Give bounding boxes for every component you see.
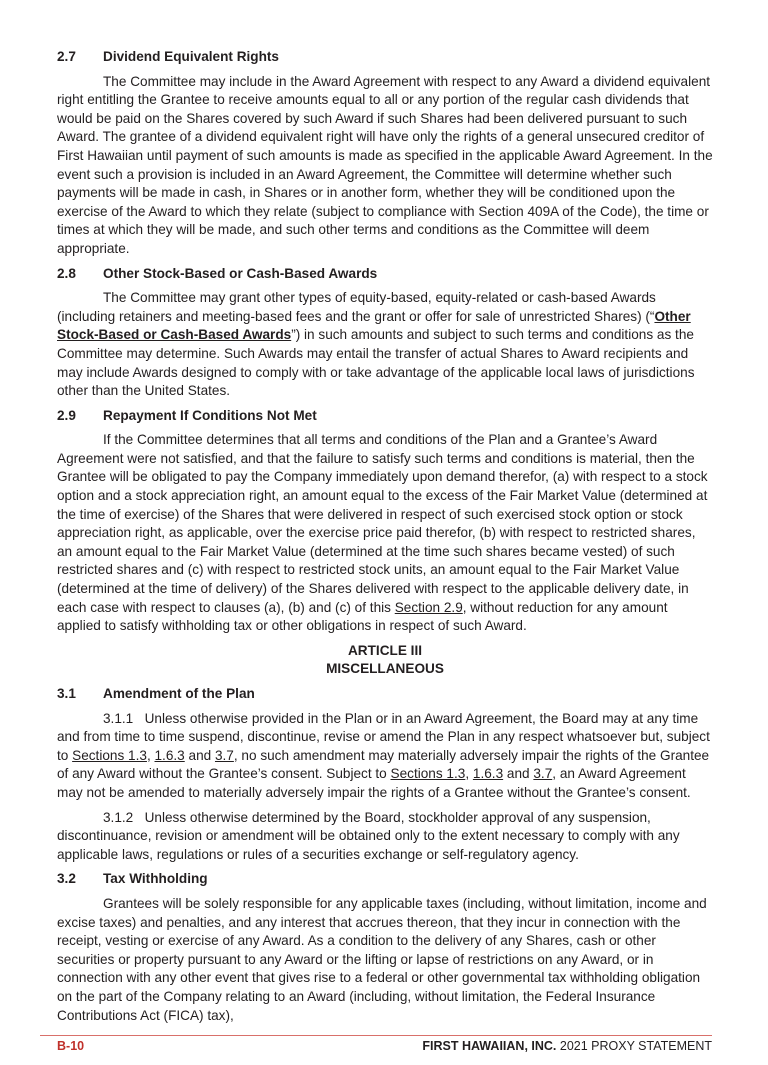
section-heading	[57, 265, 713, 284]
section-number: 2.8	[57, 265, 76, 281]
section-heading	[57, 407, 713, 426]
section-2-8	[57, 265, 713, 401]
text: , without reduction for any amount applied to satisfy withholding tax or other obligations in respect of such Award.	[57, 599, 668, 634]
section-number: 2.9	[57, 407, 76, 423]
page-footer	[40, 1035, 712, 1065]
section-link[interactable]: 3.7	[533, 766, 553, 782]
section-2-9	[57, 407, 713, 636]
paragraph	[57, 710, 713, 803]
article-title: MISCELLANEOUS	[326, 661, 444, 677]
text: If the Committee determines that all terms and conditions of the Plan and a Grantee’s Award Agreement were not satisfied, and that the failure to satisfy such terms and conditions is material, then the Grantee will be obligated to pay the Company immediately upon demand therefor, (a) with respect to a stock option and a stock appreciation right, an amount equal to the excess of the Fair Market Value (determined at the time of exercise) of the Shares that were delivered in respect of such exercised stock option or stock appreciation right, as applicable, over the exercise price paid therefor, (b) with respect to restricted shares, an amount equal to the Fair Market Value (determined at the time such shares became vested) of such restricted shares and (c) with respect to restricted stock units, an amount equal to the Fair Market Value (determined at the time of delivery) of the Shares delivered with respect to the applicable delivery date, in each case with respect to clauses (a), (b) and (c) of this	[57, 432, 708, 615]
section-link[interactable]: 1.6.3	[472, 766, 504, 782]
section-link[interactable]: 3.7	[214, 747, 234, 763]
paragraph: 3.1.2 Unless otherwise determined by the Board, stockholder approval of any suspension, discontinuance, revision or amendment will be obtained only to the extent necessary to comply with any applicable laws, regulations or rules of a securities exchange or self-regulatory agency.	[57, 809, 684, 862]
defined-term: Other Stock-Based or Cash-Based Awards	[57, 308, 691, 343]
text: The Committee may grant other types of equity-based, equity-related or cash-based Awards (including retainers and meeting-based fees and the grant or offer for sale of unrestricted Shares) (“	[57, 290, 656, 324]
company-name: FIRST HAWAIIAN, INC.	[422, 1039, 557, 1054]
section-title: Repayment If Conditions Not Met	[103, 407, 317, 423]
section-title: Amendment of the Plan	[103, 686, 255, 701]
text: ,	[465, 766, 473, 782]
document-name: 2021 PROXY STATEMENT	[556, 1039, 712, 1054]
footer-title	[422, 1039, 712, 1053]
section-number: 2.7	[57, 49, 76, 64]
section-number: 3.1	[57, 686, 76, 701]
text: ”) in such amounts and subject to such terms and conditions as the Committee may determine. Such Awards may entail the transfer of actual Shares to Award recipients and may include Awards designed to comply with or take advantage of the applicable local laws of jurisdictions other than the United States.	[57, 327, 695, 399]
text: ,	[146, 747, 155, 763]
section-heading	[57, 870, 713, 889]
document-page	[57, 0, 713, 1025]
section-link[interactable]: Section 2.9	[394, 599, 463, 615]
section-link[interactable]: Sections 1.3	[390, 766, 466, 782]
footer-divider	[40, 1035, 712, 1036]
text: and	[503, 766, 534, 782]
section-title: Other Stock-Based or Cash-Based Awards	[103, 265, 378, 281]
article-heading	[57, 642, 713, 679]
text: , an Award Agreement may not be amended to materially adversely impair the rights of a Grantee without the Grantee’s consent.	[57, 766, 691, 800]
text: and	[184, 747, 215, 763]
section-title: Tax Withholding	[103, 871, 208, 887]
paragraph: The Committee may include in the Award Agreement with respect to any Award a dividend equivalent right entitling the Grantee to receive amounts equal to all or any portion of the regular cash dividends that would be paid on the Shares covered by such Award if such Shares had been delivered pursuant to such Award. The grantee of a dividend equivalent right will have only the rights of a general unsecured creditor of First Hawaiian until payment of such amounts is made as specified in the applicable Award Agreement. In the event such a provision is included in an Award Agreement, the Committee will determine whether such payments will be made in cash, in Shares or in another form, whether they will be conditioned upon the exercise of the Award to which they relate (subject to compliance with Section 409A of the Code), the time or times at which they will be made, and such other terms and conditions as the Committee will deem appropriate.	[57, 73, 713, 256]
section-number: 3.2	[57, 871, 76, 887]
section-link[interactable]: 1.6.3	[154, 747, 185, 763]
section-2-7	[57, 48, 713, 259]
article-number: ARTICLE III	[347, 642, 422, 658]
section-3-1	[57, 685, 713, 864]
section-3-2	[57, 870, 713, 1025]
text: , no such amendment may materially adversely impair the rights of the Grantee of any Award without the Grantee’s consent. Subject to	[57, 747, 713, 782]
paragraph	[57, 289, 713, 401]
page-number: B-10	[57, 1039, 85, 1054]
section-heading	[57, 48, 713, 67]
section-heading	[57, 685, 713, 704]
text: 3.1.1 Unless otherwise provided in the Plan or in an Award Agreement, the Board may at any time and from time to time suspend, discontinue, revise or amend the Plan in any respect whatsoever but, subject to	[57, 710, 714, 763]
paragraph: Grantees will be solely responsible for any applicable taxes (including, without limitation, income and excise taxes) and penalties, and any interest that accrues thereon, that they incur in connection with the receipt, vesting or exercise of any Award. As a condition to the delivery of any Shares, cash or other securities or property pursuant to any Award or the lifting or lapse of restrictions on any Award, or in connection with any other event that gives rise to a federal or other governmental tax withholding obligation on the part of the Company relating to an Award (including, without limitation, the Federal Insurance Contributions Act (FICA) tax),	[57, 895, 707, 1023]
section-link[interactable]: Sections 1.3	[72, 747, 147, 763]
section-title: Dividend Equivalent Rights	[103, 49, 279, 64]
paragraph	[57, 431, 713, 636]
